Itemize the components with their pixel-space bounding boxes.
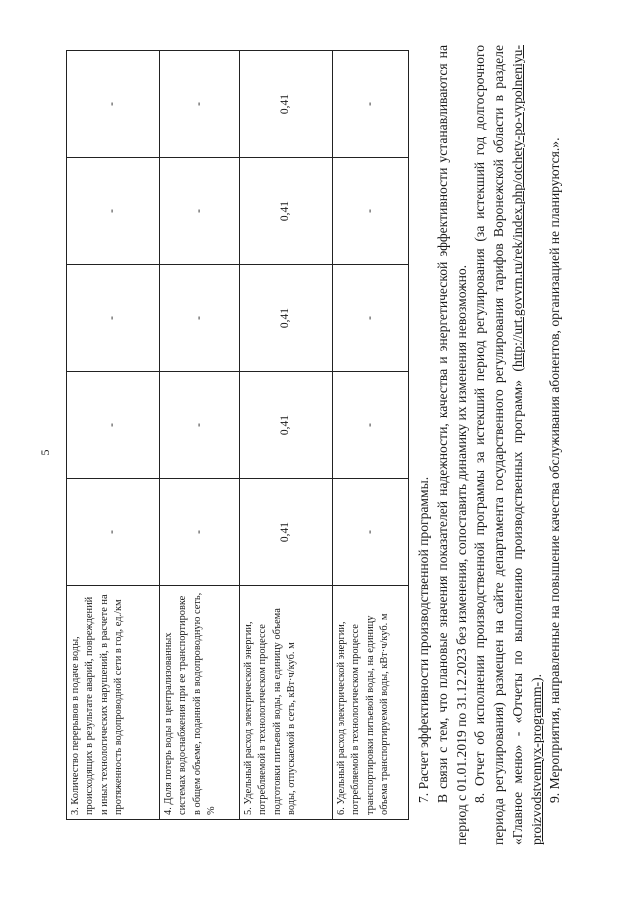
indicators-table <box>66 50 409 820</box>
value-cell: - <box>160 372 240 479</box>
value-cell: 0,41 <box>240 158 333 265</box>
value-cell: - <box>67 265 160 372</box>
value-cell: - <box>67 372 160 479</box>
value-cell: - <box>333 479 409 586</box>
value-cell: - <box>160 158 240 265</box>
table-row <box>160 51 240 820</box>
value-cell: - <box>333 158 409 265</box>
indicator-name-cell: 5. Удельный расход электрической энергии, потребляемой в технологическом процессе подготовки питьевой воды, на единицу объема воды, отпускаемой в сеть, кВт·ч/куб. м <box>240 586 333 820</box>
section-8-paragraph <box>471 45 546 845</box>
report-link[interactable]: http://urt.govvrn.ru/rek/index.php/otchety-po-vypolneniyu-proizvodstvennyx-programm- <box>509 45 544 845</box>
section-7-paragraph: В связи с тем, что плановые значения показателей надежности, качества и энергетической эффективности устанавливаются на период с 01.01.2019 по 31.12.2023 без изменения, сопоставить динамику их изменения невозможно. <box>434 45 469 845</box>
page-number: 5 <box>38 449 52 456</box>
section-8-text-end: ). <box>528 673 544 682</box>
value-cell: - <box>333 372 409 479</box>
section-8-text: 8. Отчет об исполнении производственной программы за истекший период регулирования (за истекший год долгосрочного периода регулирования) размещен на сайте департамента государственного регулирования тарифов Воронежской области в разделе «Главное меню» - «Отчеты по выполнению производственных программ» ( <box>472 45 525 845</box>
section-7-heading: 7. Расчет эффективности производственной программы. <box>416 476 431 803</box>
value-cell: - <box>160 479 240 586</box>
value-cell: 0,41 <box>240 479 333 586</box>
value-cell: 0,41 <box>240 265 333 372</box>
body-text <box>415 45 565 845</box>
table-row <box>333 51 409 820</box>
table-row <box>67 51 160 820</box>
indicator-name-cell: 3. Количество перерывов в подаче воды, происходящих в результате аварий, повреждений и иных технологических нарушений, в расчете на протяженность водопроводной сети в год, ед./км <box>67 586 160 820</box>
value-cell: - <box>67 479 160 586</box>
rotated-document-sheet <box>40 20 600 885</box>
indicator-name-cell: 4. Доля потерь воды в централизованных системах водоснабжения при ее транспортировке в общем объеме, поданной в водопроводную сеть, % <box>160 586 240 820</box>
table-row <box>240 51 333 820</box>
value-cell: - <box>67 51 160 158</box>
value-cell: 0,41 <box>240 51 333 158</box>
indicator-name-cell: 6. Удельный расход электрической энергии, потребляемой в технологическом процессе транспортировки питьевой воды, на единицу объема транспортируемой воды, кВт·ч/куб. м <box>333 586 409 820</box>
value-cell: - <box>160 265 240 372</box>
value-cell: - <box>333 51 409 158</box>
value-cell: - <box>333 265 409 372</box>
value-cell: 0,41 <box>240 372 333 479</box>
section-9-paragraph: 9. Мероприятия, направленные на повышение качества обслуживания абонентов, организацией не планируются.». <box>547 137 563 803</box>
value-cell: - <box>67 158 160 265</box>
value-cell: - <box>160 51 240 158</box>
